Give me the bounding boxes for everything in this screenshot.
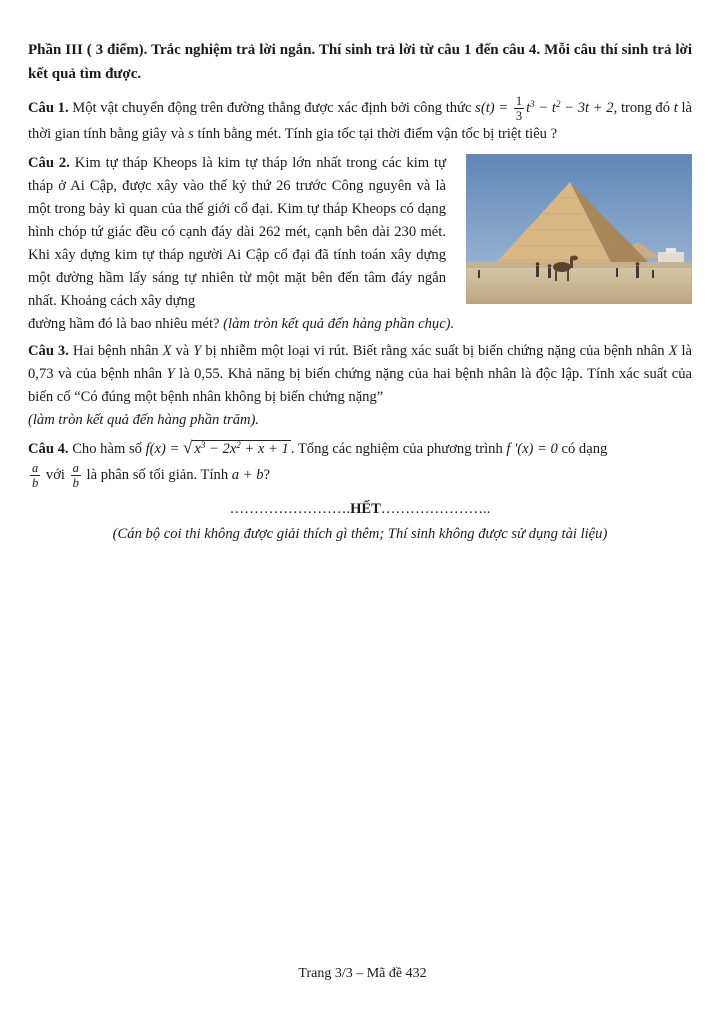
question-4-label: Câu 4. [28,441,69,457]
question-2-label: Câu 2. [28,155,70,171]
question-3: Câu 3. Hai bệnh nhân X và Y bị nhiễm một loại vi rút. Biết rằng xác suất bị biến chứng nặng của bệnh nhân X là 0,73 và của bệnh nhân Y là 0,55. Khả năng bị biến chứng nặng của hai bệnh nhân là độc lập. Tính xác suất của biến cố “Có đúng một bệnh nhân không bị biến chứng nặng” (làm tròn kết quả đến hàng phần trăm). [28,343,693,428]
part-title: Phần III ( 3 điểm). Trắc nghiệm trả lời ngắn. Thí sinh trả lời từ câu 1 đến câu 4. Mỗi câu thí sinh trả lời kết quả tìm được. [28,42,692,82]
question-3-label: Câu 3. [28,343,69,359]
question-3-note: (làm tròn kết quả đến hàng phần trăm). [28,412,260,428]
proctor-note: (Cán bộ coi thi không được giải thích gì thêm; Thí sinh không được sử dụng tài liệu) [112,526,608,542]
page-number: Trang 3/3 – Mã đề 432 [298,966,427,981]
question-2: Câu 2. Kim tự tháp Kheops là kim tự tháp lớn nhất trong các kim tự tháp ở Ai Cập, được xây vào thế kỷ thứ 26 trước Công nguyên và là một trong bảy kì quan của thế giới cổ đại. Kim tự tháp Kheops có dạng hình chóp tứ giác đều có cạnh đáy dài 262 mét, cạnh bên dài 230 mét. Khi xây dựng kim tự tháp người Ai Cập cổ đại đã tính toán xây dựng một đường hầm lấy sáng tự nhiên từ một mặt bên đến tâm đáy ngắn nhất. Khoảng cách xây dựng đường hầm đó là bao nhiêu mét? (làm tròn kết quả đến hàng phần chục). [28,152,692,336]
question-1-label: Câu 1. [28,99,69,116]
fraction-a-b: $\frac{a}{b}$ [32,461,39,490]
function-formula: f(x) = √ $x^3 - 2x^2 + x + 1$ . [145,438,295,457]
question-1: Câu 1. Một vật chuyển động trên đường thẳng được xác định bởi công thức s(t) = $\frac{1}{3}$ $t^3 - t^2 - 3t + 2$, trong đó t là thời gian tính bằng giây và s tính bằng mét. Tính gia tốc tại thời điểm vận tốc bị triệt tiêu ? [28,94,693,142]
exam-page [28,38,692,546]
pyramid-photo [466,154,692,304]
question-4: Câu 4. Cho hàm số f(x) = √ $x^3 - 2x^2 + x + 1$ . Tổng các nghiệm của phương trình f '(x) = 0 có dạng $\frac{a}{b}$ với $\frac{a}{b}$ là phân số tối giản. Tính a + b? [28,438,608,490]
motion-formula: s(t) = $\frac{1}{3}$ $t^3 - t^2 - 3t + 2$, [475,94,618,123]
end-marker: …………………….HẾT………………….. [229,501,491,517]
